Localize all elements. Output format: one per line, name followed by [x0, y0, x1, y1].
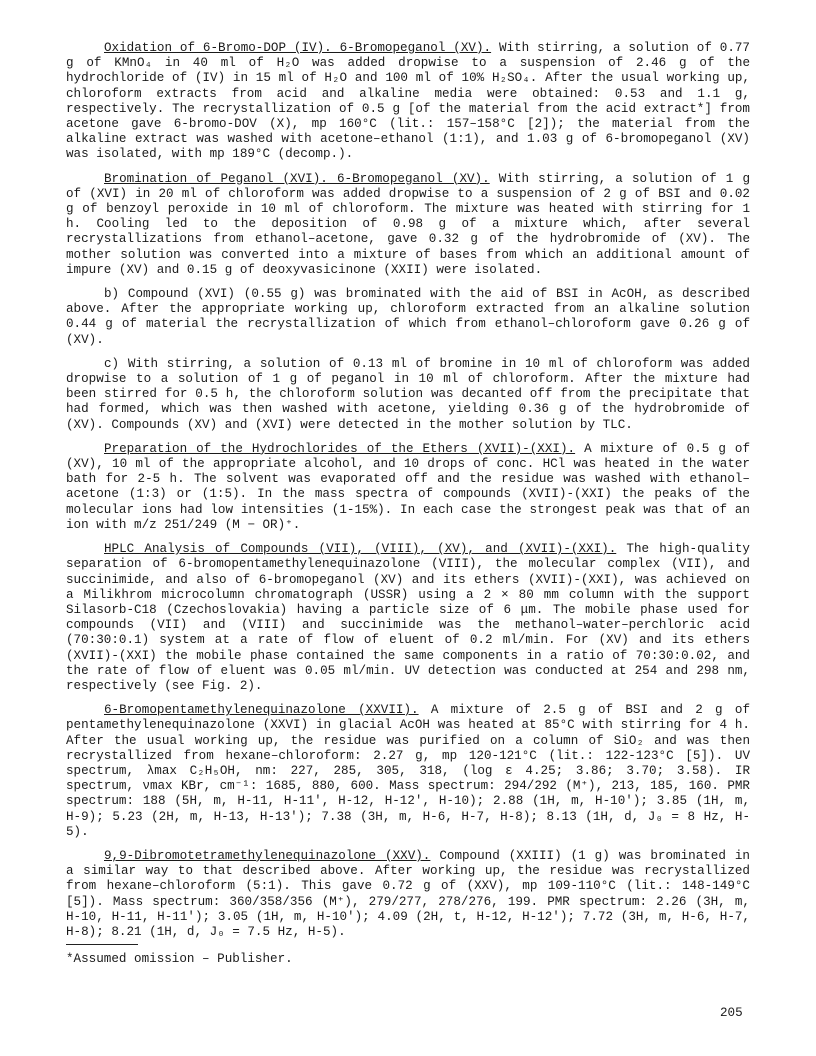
- section-heading: HPLC Analysis of Compounds (VII), (VIII), (XV), and (XVII)-(XXI).: [104, 542, 617, 557]
- section-heading: 9,9-Dibromotetramethylenequinazolone (XXV).: [104, 848, 431, 863]
- paragraph-text: With stirring, a solution of 1 g of (XVI) in 20 ml of chloroform was added dropwise to a suspension of 2 g of BSI and 0.02 g of benzoyl peroxide in 10 ml of chloroform. The mixture was heated with stirring for 1 h. Cooling led to the deposition of 0.98 g of a mixture which, after several recrystallizations from ethanol–acetone, gave 0.32 g of the hydrobromide of (XV). The mother solution was converted into a mixture of bases from which an additional amount of impure (XV) and 0.15 g of deoxyvasicinone (XXII) were isolated.: [66, 171, 751, 277]
- paragraph-method-c: [66, 357, 750, 433]
- section-heading: Oxidation of 6-Bromo-DOP (IV). 6-Bromopeganol (XV).: [104, 41, 492, 55]
- section-heading: Bromination of Peganol (XVI). 6-Bromopeganol (XV).: [104, 171, 490, 186]
- paragraph-dibromotetramethylene: [66, 849, 750, 940]
- paragraph-hydrochlorides: [66, 442, 750, 533]
- section-heading: Preparation of the Hydrochlorides of the Ethers (XVII)-(XXI).: [104, 441, 576, 456]
- footnote: *Assumed omission – Publisher.: [66, 952, 293, 966]
- paragraph-method-b: [66, 287, 750, 348]
- paragraph-text: A mixture of 2.5 g of BSI and 2 g of pentamethylenequinazolone (XXVI) in glacial AcOH was heated at 85°C with stirring for 4 h. After the usual working up, the residue was purified on a column of SiO₂ and was then recrystallized from hexane–chloroform: 2.27 g, mp 120-121°C (lit.: 122-123°C [5]). UV spectrum, λmax C₂H₅OH, nm: 227, 285, 305, 318, (log ε 4.25; 3.86; 3.70; 3.58). IR spectrum, νmax KBr, cm⁻¹: 1685, 880, 600. Mass spectrum: 294/292 (M⁺), 213, 185, 160. PMR spectrum: 188 (5H, m, H-11, H-11', H-12, H-12', H-10); 2.88 (1H, m, H-10'); 3.85 (1H, m, H-9); 5.23 (2H, m, H-13, H-13'); 7.38 (3H, m, H-6, H-7, H-8); 8.13 (1H, d, J₀ = 8 Hz, H-5).: [66, 703, 750, 839]
- paragraph-text: c) With stirring, a solution of 0.13 ml of bromine in 10 ml of chloroform was added dropwise to a solution of 1 g of peganol in 10 ml of chloroform. After the mixture had been stirred for 0.5 h, the chloroform solution was decanted off from the precipitate that had formed, which was then washed with acetone, yielding 0.36 g of the hydrobromide of (XV). Compounds (XV) and (XVI) were detected in the mother solution by TLC.: [66, 356, 750, 432]
- paragraph-text: A mixture of 0.5 g of (XV), 10 ml of the appropriate alcohol, and 10 drops of conc. HCl was heated in the water bath for 2-5 h. The solvent was evaporated off and the residue was washed with ethanol–acetone (1:3) or (1:5). In the mass spectra of compounds (XVII)-(XXI) the peaks of the molecular ions had low intensities (1-15%). In each case the strongest peak was that of an ion with m/z 251/249 (M − OR)⁺.: [66, 441, 750, 532]
- paragraph-text: Compound (XXIII) (1 g) was brominated in a similar way to that described above. After working up, the residue was recrystallized from hexane–chloroform (5:1). This gave 0.72 g of (XXV), mp 109-110°C (lit.: 148-149°C [5]). Mass spectrum: 360/358/356 (M⁺), 279/277, 278/276, 199. PMR spectrum: 2.26 (3H, m, H-10, H-11, H-11'); 3.05 (1H, m, H-10'); 4.09 (2H, t, H-12, H-12'); 7.72 (3H, m, H-6, H-7, H-8); 8.21 (1H, d, J₀ = 7.5 Hz, H-5).: [66, 848, 750, 939]
- footnote-divider: [66, 944, 138, 945]
- paragraph-hplc: [66, 542, 750, 694]
- paragraph-text: b) Compound (XVI) (0.55 g) was brominated with the aid of BSI in AcOH, as described above. After the appropriate working up, chloroform extracted from an alkaline solution 0.44 g of material the recrystallization of which from ethanol–chloroform gave 0.26 g of (XV).: [66, 287, 750, 347]
- paragraph-bromination: [66, 172, 750, 278]
- article-body: [66, 41, 750, 949]
- section-heading: 6-Bromopentamethylenequinazolone (XXVII).: [104, 703, 419, 718]
- paragraph-text: With stirring, a solution of 0.77 g of KMnO₄ in 40 ml of H₂O was added dropwise to a suspension of 2.46 g of the hydrochloride of (IV) in 15 ml of H₂O and 100 ml of 10% H₂SO₄. After the usual working up, chloroform extracts from acid and alkaline media were obtained: 0.53 and 1.1 g, respectively. The recrystallization of 0.5 g [of the material from the acid extract*] from acetone gave 6-bromo-DOV (X), mp 160°C (lit.: 157–158°C [2]); the material from the alkaline extract was washed with acetone–ethanol (1:1), and 1.03 g of 6-bromopeganol (XV) was isolated, with mp 189°C (decomp.).: [66, 41, 750, 162]
- page-number: 205: [720, 1006, 743, 1020]
- paragraph-bromopentamethylene: [66, 703, 750, 840]
- paragraph-text: The high-quality separation of 6-bromopentamethylenequinazolone (VIII), the molecular complex (VII), and succinimide, and also of 6-bromopeganol (XV) and its ethers (XVII)-(XXI), was achieved on a Milikhrom microcolumn chromatograph (USSR) using a 2 × 80 mm column with the support Silasorb-C18 (Czechoslovakia) having a particle size of 6 μm. The mobile phase used for compounds (VII) and (VIII) and succinimide was the methanol–water–perchloric acid (70:30:0.1) system at a rate of flow of eluent of 0.2 ml/min. For (XV) and its ethers (XVII)-(XXI) the mobile phase contained the same components in a ratio of 70:30:0.02, and the rate of flow of eluent was 0.05 ml/min. UV detection was conducted at 254 and 298 nm, respectively (see Fig. 2).: [66, 542, 750, 693]
- paragraph-oxidation: [66, 41, 750, 163]
